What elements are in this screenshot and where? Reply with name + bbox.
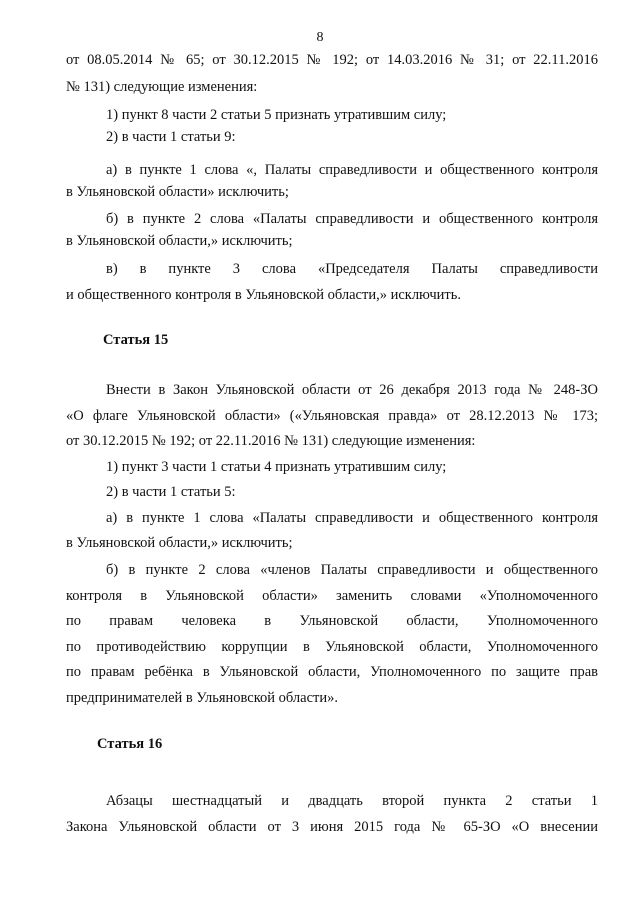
text-line: контроля в Ульяновской области» заменить словами «Уполномоченного bbox=[66, 588, 598, 604]
text-line: № 131) следующие изменения: bbox=[66, 79, 258, 95]
page-number: 8 bbox=[316, 30, 324, 45]
text-line: Абзацы шестнадцатый и двадцать второй пункта 2 статьи 1 bbox=[106, 793, 598, 809]
text-line: «О флаге Ульяновской области» («Ульяновская правда» от 28.12.2013 № 173; bbox=[66, 408, 598, 424]
text-line: от 08.05.2014 № 65; от 30.12.2015 № 192; от 14.03.2016 № 31; от 22.11.2016 bbox=[66, 52, 598, 68]
article-heading: Статья 15 bbox=[103, 332, 169, 348]
text-line: в Ульяновской области» исключить; bbox=[66, 184, 289, 200]
text-line: 1) пункт 8 части 2 статьи 5 признать утратившим силу; bbox=[106, 107, 447, 123]
text-line: по правам человека в Ульяновской области, Уполномоченного bbox=[66, 613, 598, 629]
text-line: в Ульяновской области,» исключить; bbox=[66, 535, 293, 551]
text-line: б) в пункте 2 слова «Палаты справедливости и общественного контроля bbox=[106, 211, 598, 227]
text-line: от 30.12.2015 № 192; от 22.11.2016 № 131) следующие изменения: bbox=[66, 433, 476, 449]
text-line: Внести в Закон Ульяновской области от 26 декабря 2013 года № 248-ЗО bbox=[106, 382, 598, 398]
text-line: по правам ребёнка в Ульяновской области, Уполномоченного по защите прав bbox=[66, 664, 598, 680]
text-line: б) в пункте 2 слова «членов Палаты справедливости и общественного bbox=[106, 562, 598, 578]
text-line: 1) пункт 3 части 1 статьи 4 признать утратившим силу; bbox=[106, 459, 447, 475]
text-line: в) в пункте 3 слова «Председателя Палаты справедливости bbox=[106, 261, 598, 277]
text-line: а) в пункте 1 слова «, Палаты справедливости и общественного контроля bbox=[106, 162, 598, 178]
text-line: по противодействию коррупции в Ульяновской области, Уполномоченного bbox=[66, 639, 598, 655]
text-line: 2) в части 1 статьи 5: bbox=[106, 484, 236, 500]
text-line: и общественного контроля в Ульяновской области,» исключить. bbox=[66, 287, 461, 303]
text-line: Закона Ульяновской области от 3 июня 2015 года № 65-ЗО «О внесении bbox=[66, 819, 598, 835]
text-line: 2) в части 1 статьи 9: bbox=[106, 129, 236, 145]
text-line: в Ульяновской области,» исключить; bbox=[66, 233, 293, 249]
text-line: предпринимателей в Ульяновской области». bbox=[66, 690, 339, 706]
text-line: а) в пункте 1 слова «Палаты справедливости и общественного контроля bbox=[106, 510, 598, 526]
article-heading: Статья 16 bbox=[97, 736, 163, 752]
